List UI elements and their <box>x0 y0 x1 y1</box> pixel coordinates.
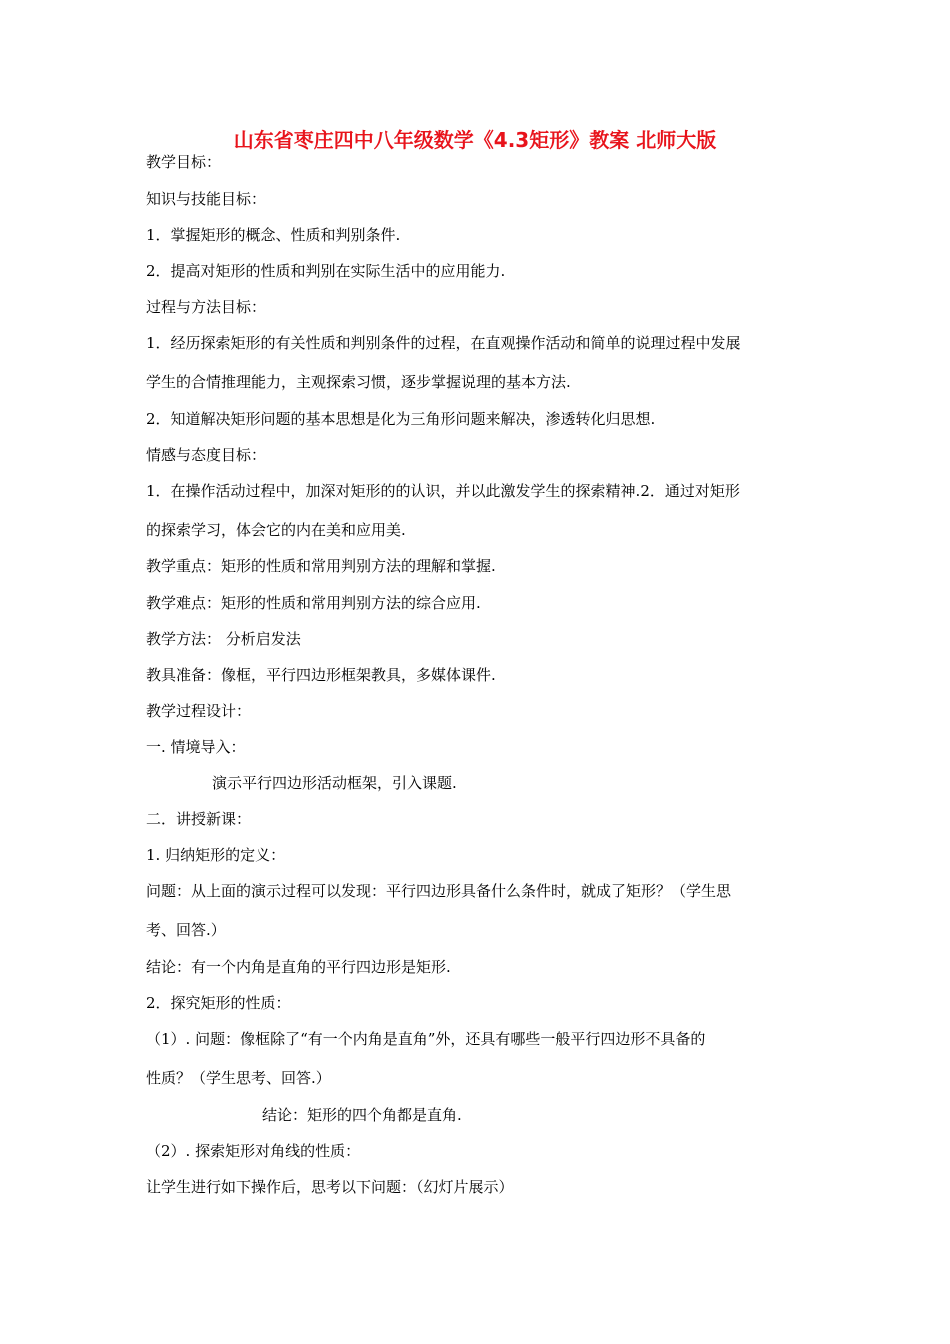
text-difficult-points: 教学难点：矩形的性质和常用判别方法的综合应用. <box>146 594 481 612</box>
text-conclusion: 结论：有一个内角是直角的平行四边形是矩形. <box>146 958 451 976</box>
text-line: 学生的合情推理能力，主观探索习惯，逐步掌握说理的基本方法. <box>146 373 571 391</box>
text-conclusion: 结论：矩形的四个角都是直角. <box>262 1106 462 1124</box>
heading-teaching-goals: 教学目标： <box>146 153 222 171</box>
text-line: 2．提高对矩形的性质和判别在实际生活中的应用能力. <box>146 262 506 280</box>
heading-subsection-1: 1. 归纳矩形的定义： <box>146 846 286 864</box>
heading-process-goals: 过程与方法目标： <box>146 298 267 316</box>
heading-section-1: 一. 情境导入： <box>146 738 246 756</box>
text-line: 性质？（学生思考、回答.） <box>146 1069 331 1087</box>
text-key-points: 教学重点：矩形的性质和常用判别方法的理解和掌握. <box>146 557 496 575</box>
text-line: 2．知道解决矩形问题的基本思想是化为三角形问题来解决，渗透转化归思想. <box>146 410 656 428</box>
text-line: 1．在操作活动过程中，加深对矩形的的认识，并以此激发学生的探索精神.2．通过对矩形 <box>146 482 740 500</box>
text-line: 1．经历探索矩形的有关性质和判别条件的过程，在直观操作活动和简单的说理过程中发展 <box>146 334 741 352</box>
text-line: 让学生进行如下操作后，思考以下问题：（幻灯片展示） <box>146 1178 514 1196</box>
text-line: 的探索学习，体会它的内在美和应用美. <box>146 521 406 539</box>
heading-section-2: 二．讲授新课： <box>146 810 252 828</box>
text-line: 1．掌握矩形的概念、性质和判别条件. <box>146 226 401 244</box>
heading-process-design: 教学过程设计： <box>146 702 252 720</box>
text-teaching-aids: 教具准备：像框，平行四边形框架教具，多媒体课件. <box>146 666 496 684</box>
text-line: 考、回答.） <box>146 921 226 939</box>
document-title: 山东省枣庄四中八年级数学《4.3矩形》教案 北师大版 <box>233 128 717 152</box>
text-line: 演示平行四边形活动框架，引入课题. <box>212 774 457 792</box>
heading-attitude-goals: 情感与态度目标： <box>146 446 267 464</box>
heading-knowledge-goals: 知识与技能目标： <box>146 190 267 208</box>
text-line: 问题：从上面的演示过程可以发现：平行四边形具备什么条件时，就成了矩形？（学生思 <box>146 882 732 900</box>
heading-subsection-2: 2．探究矩形的性质： <box>146 994 291 1012</box>
text-teaching-method: 教学方法： 分析启发法 <box>146 630 301 648</box>
text-line: （1）. 问题：像框除了“有一个内角是直角”外，还具有哪些一般平行四边形不具备的 <box>146 1030 706 1048</box>
heading-subsection-2-2: （2）. 探索矩形对角线的性质： <box>146 1142 361 1160</box>
